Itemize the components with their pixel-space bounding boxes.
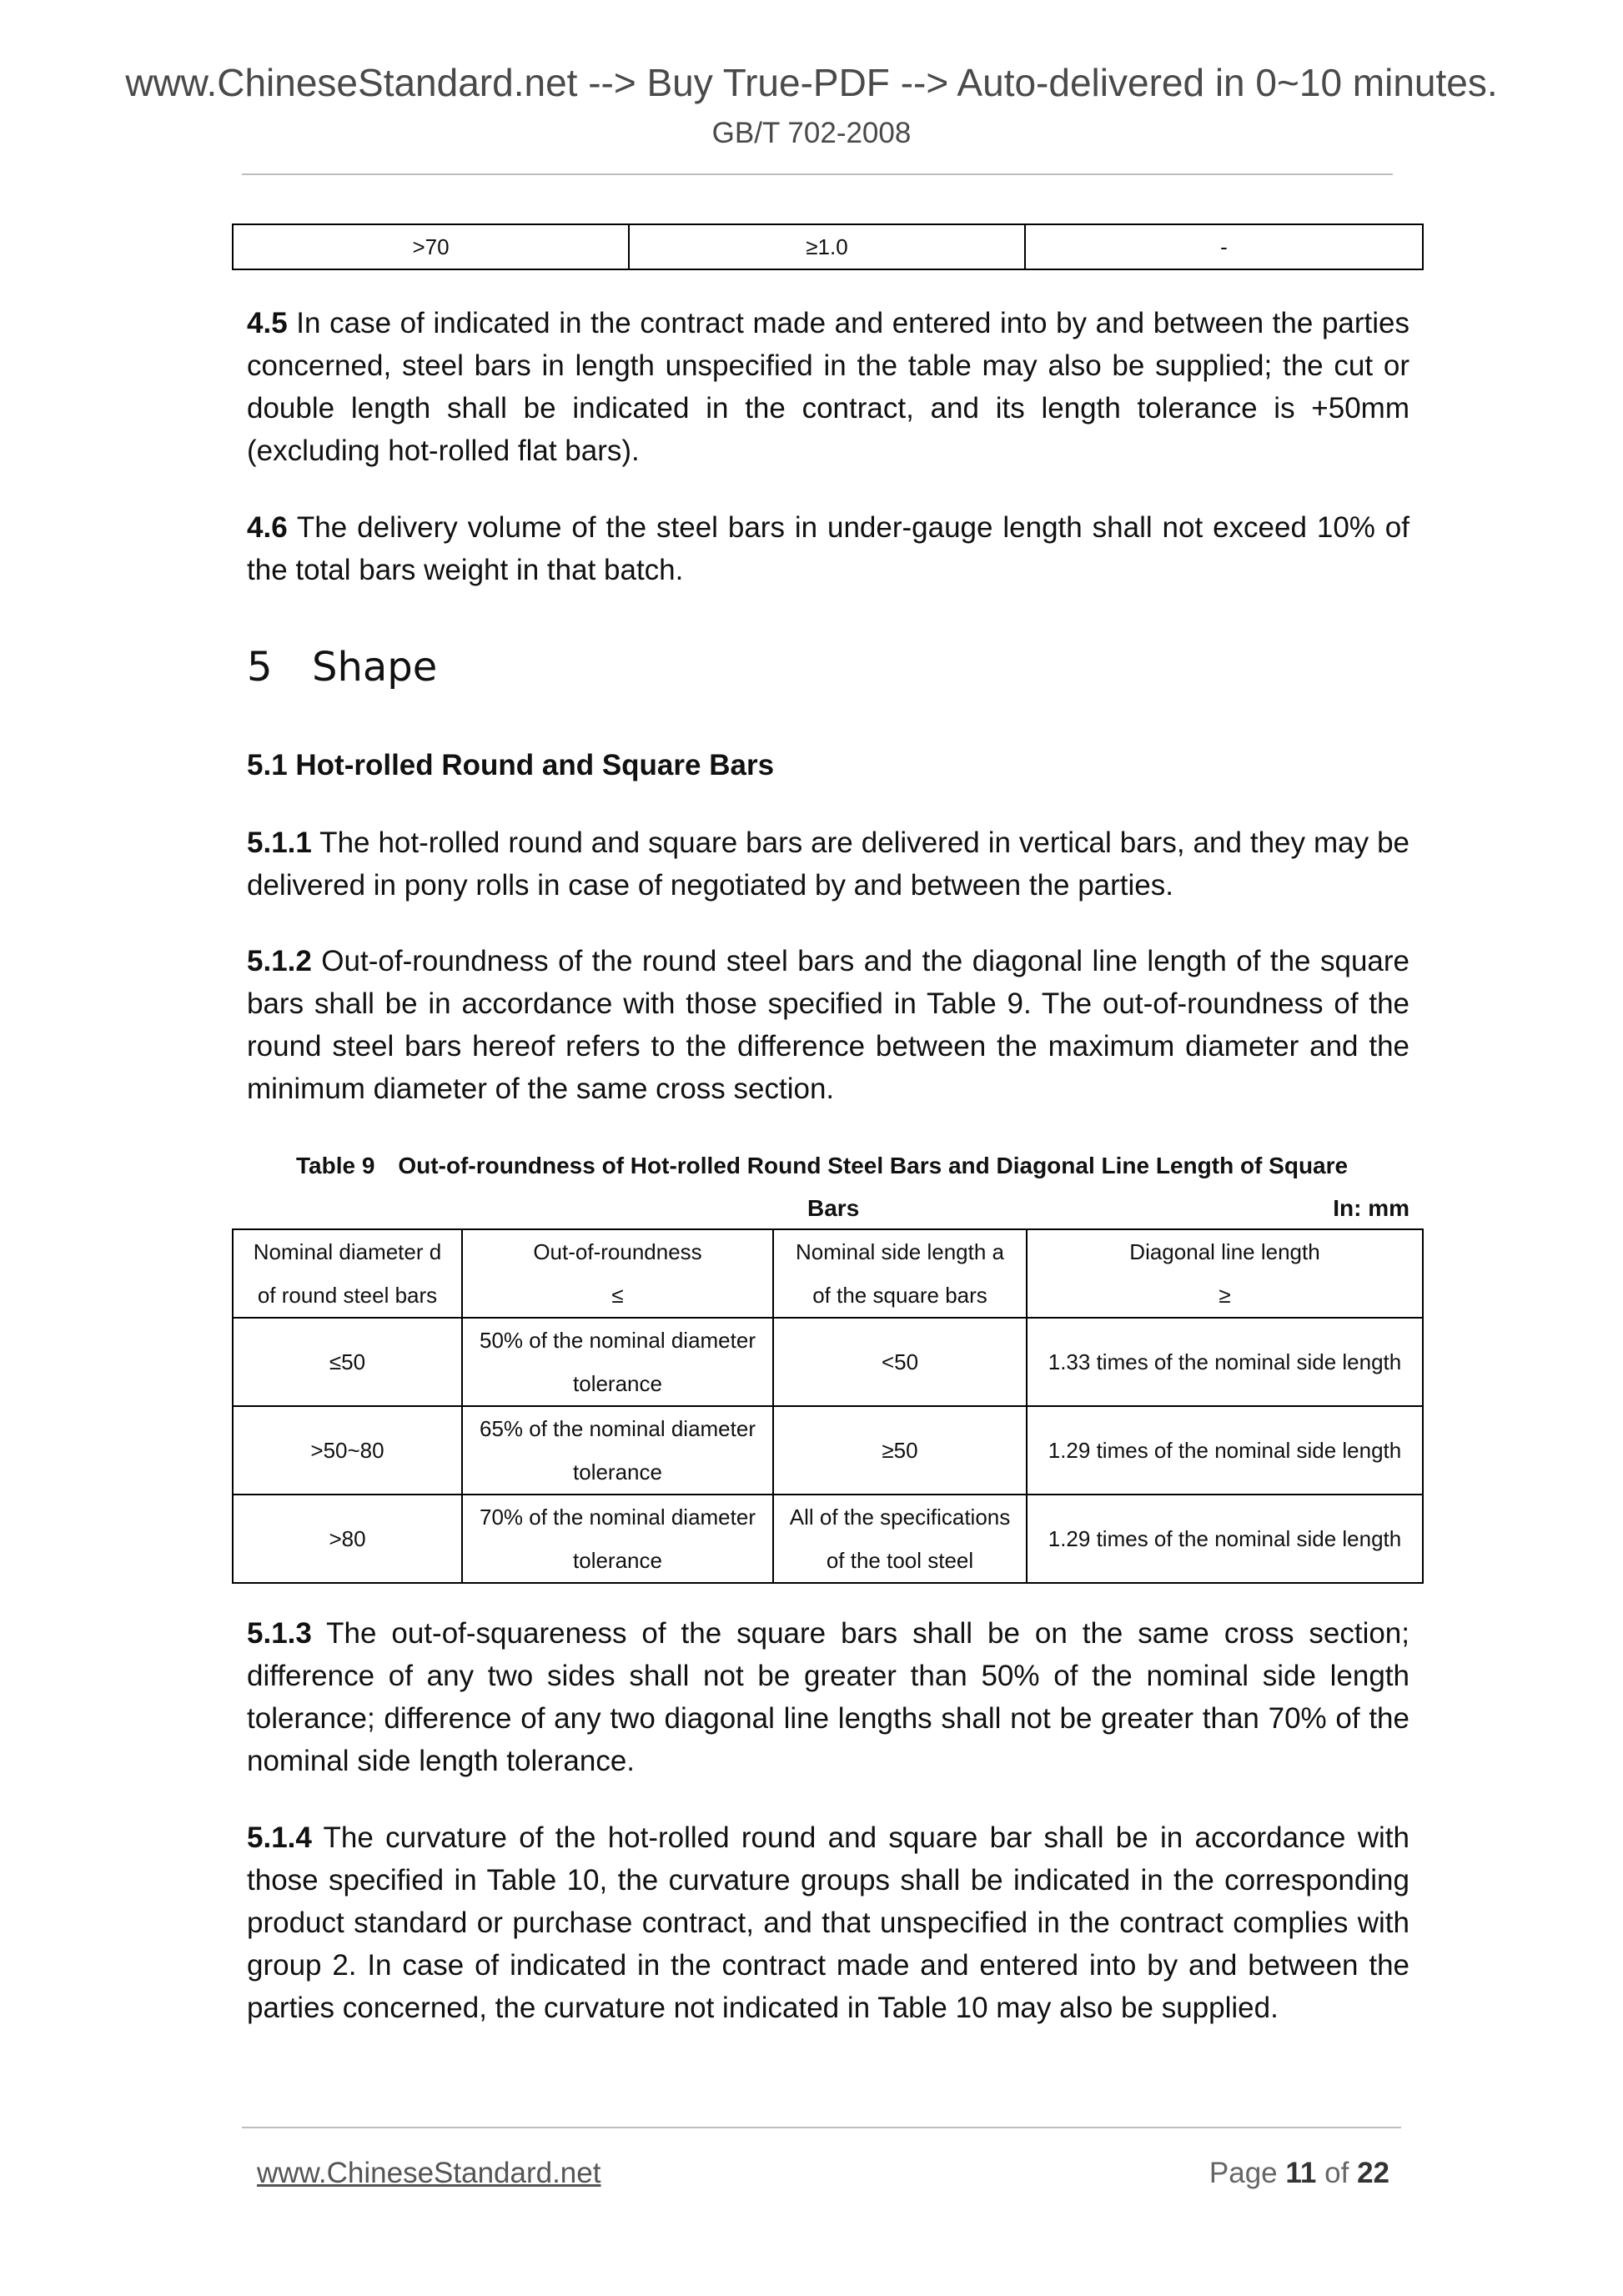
table-cell: 1.29 times of the nominal side length [1027,1406,1423,1495]
header-cell: Out-of-roundness ≤ [462,1229,773,1318]
table-cell: ≥1.0 [629,224,1025,269]
table-row [233,1318,1423,1406]
table-header-row [233,1229,1423,1318]
table-cell: 1.33 times of the nominal side length [1027,1318,1423,1406]
section-number: 5 [247,644,273,691]
header-cell: Nominal side length a of the square bars [773,1229,1027,1318]
subsection-heading-5-1: 5.1 Hot-rolled Round and Square Bars [247,749,775,781]
clause-number: 5.1.2 [247,945,312,977]
clause-number: 4.6 [247,511,288,544]
table-9 [232,1228,1424,1584]
section-heading-5 [247,642,437,692]
table-9-caption-continued: Bars [807,1195,860,1221]
table-row [233,224,1423,269]
table-cell: >80 [233,1495,462,1583]
document-id: GB/T 702-2008 [711,117,912,149]
header-divider [242,173,1393,175]
table-cell: <50 [773,1318,1027,1406]
clause-number: 5.1.1 [247,826,312,859]
table-cell: ≥50 [773,1406,1027,1495]
table-cell: >50~80 [233,1406,462,1495]
clause-text: The out-of-squareness of the square bars shall be on the same cross section; difference of any two sides shall not be greater than 50% of the nominal side length tolerance; difference of any two diagonal line lengths shall not be greater than 70% of the nominal side length tolerance. [247,1617,1409,1777]
clause-4-5 [247,302,1409,472]
clause-text: The delivery volume of the steel bars in under-gauge length shall not exceed 10% of the total bars weight in that batch. [247,511,1409,586]
table-cell: ≤50 [233,1318,462,1406]
clause-text: The hot-rolled round and square bars are delivered in vertical bars, and they may be delivered in pony rolls in case of negotiated by and between the parties. [247,826,1409,902]
footer-divider [242,2127,1401,2128]
table-number: Table 9 [296,1153,375,1178]
clause-number: 4.5 [247,307,288,339]
page-number: Page 11 of 22 [1208,2157,1389,2189]
table-cell: All of the specifications of the tool steel [773,1495,1027,1583]
table-9-caption [296,1145,1348,1187]
section-title: Shape [312,644,438,691]
clause-5-1-2 [247,940,1409,1110]
table-cell: 65% of the nominal diameter tolerance [462,1406,773,1495]
header-cell: Diagonal line length ≥ [1027,1229,1423,1318]
table-8-continuation [232,224,1424,270]
clause-text: In case of indicated in the contract made and entered into by and between the parties concerned, steel bars in length unspecified in the table may also be supplied; the cut or double length shall be indicated in the contract, and its length tolerance is +50mm (excluding hot-rolled flat bars). [247,307,1409,467]
table-title: Out-of-roundness of Hot-rolled Round Steel Bars and Diagonal Line Length of Square [398,1153,1349,1178]
table-cell: 50% of the nominal diameter tolerance [462,1318,773,1406]
table-row [233,1495,1423,1583]
clause-4-6 [247,506,1409,591]
clause-number: 5.1.3 [247,1617,312,1650]
table-cell: >70 [233,224,629,269]
table-cell: 70% of the nominal diameter tolerance [462,1495,773,1583]
clause-5-1-3 [247,1612,1409,1782]
footer-website-link[interactable]: www.ChineseStandard.net [257,2157,601,2189]
clause-5-1-1 [247,821,1409,907]
header-cell: Nominal diameter d of round steel bars [233,1229,462,1318]
table-unit: In: mm [1333,1195,1409,1221]
clause-text: The curvature of the hot-rolled round and square bar shall be in accordance with those specified in Table 10, the curvature groups shall be indicated in the corresponding product standard or purchase contract, and that unspecified in the contract complies with group 2. In case of indicated in the contract made and entered into by and between the parties concerned, the curvature not indicated in Table 10 may also be supplied. [247,1821,1409,2024]
table-cell: 1.29 times of the nominal side length [1027,1495,1423,1583]
clause-text: Out-of-roundness of the round steel bars and the diagonal line length of the square bars shall be in accordance with those specified in Table 9. The out-of-roundness of the round steel bars hereof refers to the difference between the maximum diameter and the minimum diameter of the same cross section. [247,945,1409,1105]
table-cell: - [1025,224,1423,269]
table-row [233,1406,1423,1495]
header-banner: www.ChineseStandard.net --> Buy True-PDF --> Auto-delivered in 0~10 minutes. [125,61,1498,104]
clause-number: 5.1.4 [247,1821,312,1854]
clause-5-1-4 [247,1816,1409,2029]
